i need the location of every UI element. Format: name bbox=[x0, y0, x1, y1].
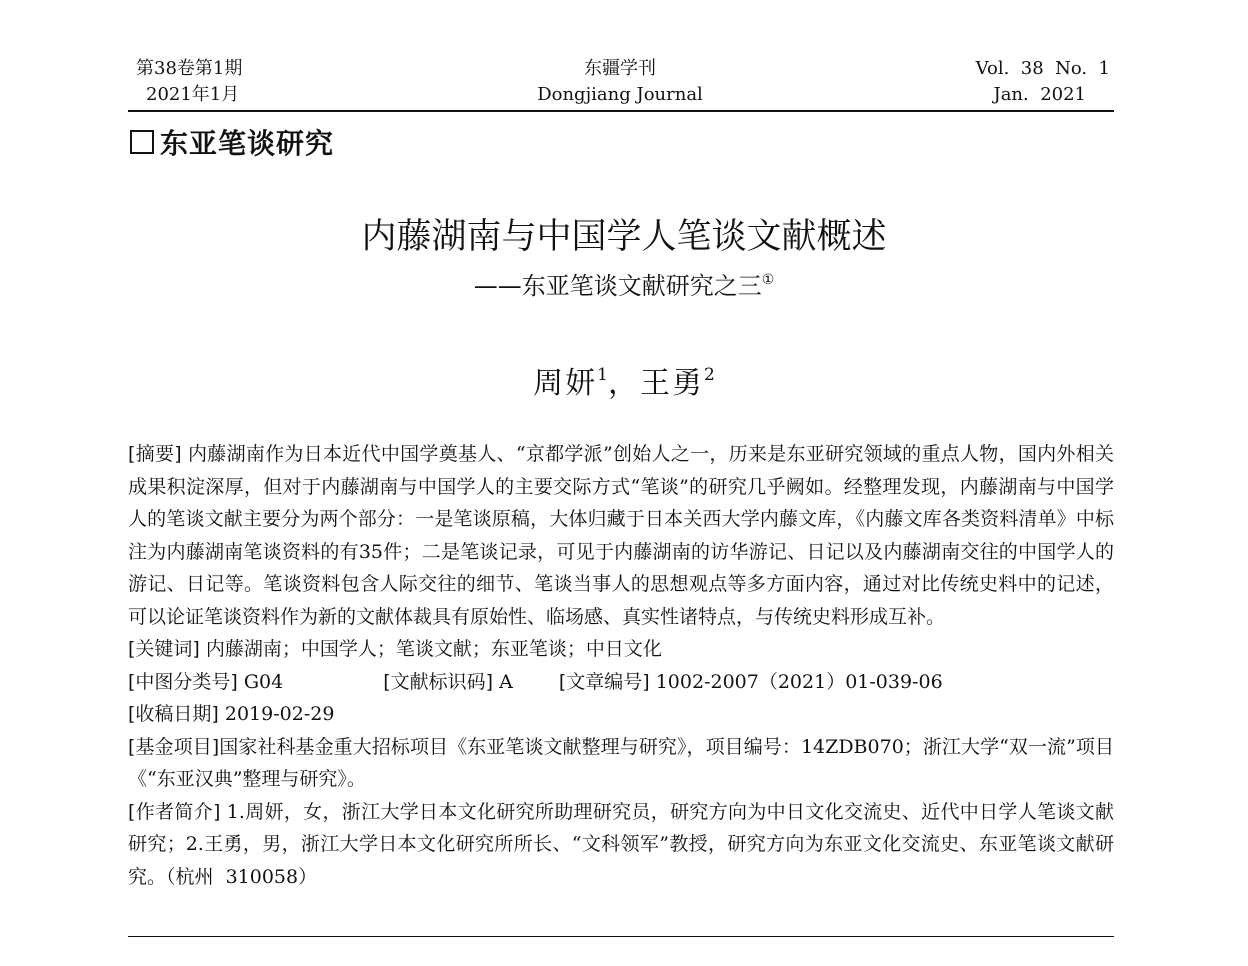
author-separator: ， bbox=[608, 366, 640, 401]
funding-text: 国家社科基金重大招标项目《东亚笔谈文献整理与研究》，项目编号：14ZDB070；浙江大学“双一流”项目《“东亚汉典”整理与研究》。 bbox=[128, 735, 1114, 790]
abstract-label: [摘要] bbox=[128, 443, 182, 465]
header-journal-cn: 东疆学刊 bbox=[584, 58, 656, 79]
author-info-label: [作者简介] bbox=[128, 800, 221, 823]
footnote-rule bbox=[128, 936, 1114, 937]
received-paragraph bbox=[128, 698, 1114, 731]
doc-code-label: [文献标识码] bbox=[383, 670, 494, 693]
header-date-cn: 2021年1月 bbox=[146, 84, 240, 105]
author-affiliation-2: 2 bbox=[704, 365, 715, 385]
keywords-paragraph bbox=[128, 633, 1114, 666]
header-rule bbox=[128, 110, 1114, 112]
author-info-text: 1.周妍，女，浙江大学日本文化研究所助理研究员，研究方向为中日文化交流史、近代中日学人笔谈文献研究；2.王勇，男，浙江大学日本文化研究所所长、“文科领军”教授，研究方向为东亚文化交流史、东亚笔谈文献研究。（杭州 310058） bbox=[128, 800, 1115, 888]
keywords-label: [关键词] bbox=[128, 638, 200, 660]
header-volume-en-block bbox=[930, 56, 1110, 108]
article-authors bbox=[0, 352, 1248, 407]
funding-label: [基金项目] bbox=[128, 735, 220, 758]
clc-label: [中图分类号] bbox=[128, 670, 238, 693]
received-label: [收稿日期] bbox=[128, 703, 219, 725]
section-label: 东亚笔谈研究 bbox=[160, 127, 335, 160]
abstract-text: 内藤湖南作为日本近代中国学奠基人、“京都学派”创始人之一，历来是东亚研究领域的重点人物，国内外相关成果积淀深厚，但对于内藤湖南与中国学人的主要交际方式“笔谈”的研究几乎阙如。经整理发现，内藤湖南与中国学人的笔谈文献主要分为两个部分：一是笔谈原稿，大体归藏于日本关西大学内藤文库，《内藤文库各类资料清单》中标注为内藤湖南笔谈资料的有35件；二是笔谈记录，可见于内藤湖南的访华游记、日记以及内藤湖南交往的中国学人的游记、日记等。笔谈资料包含人际交往的细节、笔谈当事人的思想观点等多方面内容，通过对比传统史料中的记述，可以论证笔谈资料作为新的文献体裁具有原始性、临场感、真实性诸特点，与传统史料形成互补。 bbox=[128, 443, 1115, 628]
section-box-icon bbox=[130, 130, 154, 154]
header-journal-block bbox=[470, 56, 770, 108]
author-affiliation-1: 1 bbox=[597, 365, 608, 385]
subtitle-footnote-marker: ① bbox=[761, 272, 775, 288]
header-date-en: Jan. 2021 bbox=[993, 84, 1086, 105]
author-name-1: 周妍 bbox=[533, 366, 598, 401]
article-subtitle-text: ——东亚笔谈文献研究之三 bbox=[473, 272, 762, 300]
article-metadata bbox=[128, 438, 1114, 893]
keywords-text: 内藤湖南；中国学人；笔谈文献；东亚笔谈；中日文化 bbox=[205, 638, 662, 660]
article-subtitle bbox=[0, 262, 1248, 304]
doc-code-value: A bbox=[499, 670, 513, 693]
article-title: 内藤湖南与中国学人笔谈文献概述 bbox=[361, 217, 887, 257]
article-number-label: [文章编号] bbox=[558, 670, 650, 693]
header-volume-issue: 第38卷第1期 bbox=[136, 58, 243, 79]
classification-row bbox=[128, 666, 1114, 699]
clc-value: G04 bbox=[243, 670, 284, 693]
article-number-value: 1002-2007（2021）01-039-06 bbox=[655, 670, 943, 693]
section-heading bbox=[130, 124, 334, 164]
funding-paragraph bbox=[128, 731, 1114, 796]
header-volume-block bbox=[136, 56, 296, 108]
header-volume-en: Vol. 38 No. 1 bbox=[975, 58, 1110, 79]
header-journal-en: Dongjiang Journal bbox=[537, 84, 703, 105]
received-value: 2019-02-29 bbox=[224, 703, 335, 725]
author-name-2: 王勇 bbox=[640, 366, 704, 401]
author-info-paragraph bbox=[128, 796, 1114, 894]
abstract-paragraph bbox=[128, 438, 1114, 633]
